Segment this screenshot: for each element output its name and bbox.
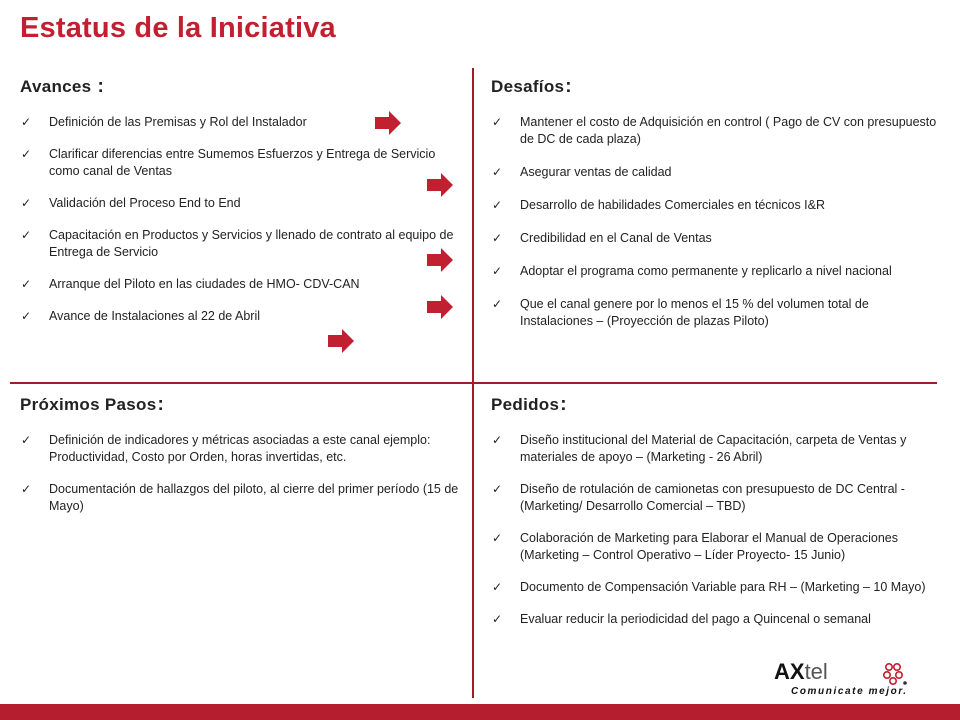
list-item: ✓ Evaluar reducir la periodicidad del pago a Quincenal o semanal xyxy=(492,612,871,626)
list-item: ✓ Definición de indicadores y métricas asociadas a este canal ejemplo: Productividad, Costo por Orden, horas invertidas, etc. xyxy=(21,433,431,464)
list-item: ✓ Asegurar ventas de calidad xyxy=(492,165,672,179)
horizontal-divider xyxy=(10,382,937,384)
desafios-heading: Desafíos: xyxy=(491,76,572,97)
checkmark-icon: ✓ xyxy=(492,531,503,545)
logo-symbol-icon xyxy=(881,662,907,686)
desafios-list xyxy=(491,114,937,330)
arrow-right-icon xyxy=(427,248,453,272)
checkmark-icon: ✓ xyxy=(492,297,503,311)
pedidos-section xyxy=(491,394,937,643)
checkmark-icon: ✓ xyxy=(21,147,32,161)
checkmark-icon: ✓ xyxy=(21,309,32,323)
checkmark-icon: ✓ xyxy=(492,612,503,626)
arrow-right-icon xyxy=(328,329,354,353)
checkmark-icon: ✓ xyxy=(492,580,503,594)
list-item: ✓ Desarrollo de habilidades Comerciales en técnicos I&R xyxy=(492,198,826,212)
checkmark-icon: ✓ xyxy=(492,433,503,447)
checkmark-icon: ✓ xyxy=(21,482,32,496)
checkmark-icon: ✓ xyxy=(492,165,503,179)
footer-bar xyxy=(0,704,960,720)
axtel-logo xyxy=(774,660,934,702)
checkmark-icon: ✓ xyxy=(492,264,503,278)
list-item: ✓ Documento de Compensación Variable para RH – (Marketing – 10 Mayo) xyxy=(492,580,926,594)
avances-heading: Avances : xyxy=(20,76,105,97)
checkmark-icon: ✓ xyxy=(21,277,32,291)
checkmark-icon: ✓ xyxy=(21,196,32,210)
list-item: ✓ Clarificar diferencias entre Sumemos Esfuerzos y Entrega de Servicio como canal de Ventas xyxy=(21,147,436,178)
list-item: ✓ Arranque del Piloto en las ciudades de HMO- CDV-CAN xyxy=(21,277,360,291)
list-item: ✓ Documentación de hallazgos del piloto, al cierre del primer período (15 de Mayo) xyxy=(21,482,459,513)
checkmark-icon: ✓ xyxy=(492,231,503,245)
avances-list xyxy=(20,114,460,325)
list-item: ✓ Diseño institucional del Material de Capacitación, carpeta de Ventas y materiales de apoyo – (Marketing - 26 Abril) xyxy=(492,433,907,464)
proximos-pasos-section xyxy=(20,394,460,530)
arrow-right-icon xyxy=(427,295,453,319)
list-item: ✓ Mantener el costo de Adquisición en control ( Pago de CV con presupuesto de DC de cada plaza) xyxy=(492,115,937,146)
list-item: ✓ Validación del Proceso End to End xyxy=(21,196,241,210)
list-item: ✓ Diseño de rotulación de camionetas con presupuesto de DC Central - (Marketing/ Desarrollo Comercial – TBD) xyxy=(492,482,905,513)
pedidos-list xyxy=(491,432,937,628)
list-item: ✓ Colaboración de Marketing para Elaborar el Manual de Operaciones (Marketing – Control Operativo – Líder Proyecto- 15 Junio) xyxy=(492,531,898,562)
list-item: ✓ Adoptar el programa como permanente y replicarlo a nivel nacional xyxy=(492,264,892,278)
desafios-section xyxy=(491,76,937,346)
checkmark-icon: ✓ xyxy=(492,198,503,212)
arrow-right-icon xyxy=(427,173,453,197)
list-item: ✓ Que el canal genere por lo menos el 15 % del volumen total de Instalaciones – (Proyección de plazas Piloto) xyxy=(492,297,869,328)
proximos-pasos-list xyxy=(20,432,460,515)
checkmark-icon: ✓ xyxy=(21,433,32,447)
list-item: ✓ Avance de Instalaciones al 22 de Abril xyxy=(21,309,261,323)
checkmark-icon: ✓ xyxy=(492,115,503,129)
list-item: ✓ Definición de las Premisas y Rol del Instalador xyxy=(21,115,307,129)
pedidos-heading: Pedidos: xyxy=(491,394,567,415)
checkmark-icon: ✓ xyxy=(21,228,32,242)
list-item: ✓ Credibilidad en el Canal de Ventas xyxy=(492,231,712,245)
page-title: Estatus de la Iniciativa xyxy=(20,12,336,44)
checkmark-icon: ✓ xyxy=(492,482,503,496)
logo-tagline: Comunicate mejor. xyxy=(791,686,908,697)
proximos-pasos-heading: Próximos Pasos: xyxy=(20,394,165,415)
arrow-right-icon xyxy=(375,111,401,135)
logo-wordmark: AXtel xyxy=(774,659,828,684)
list-item: ✓ Capacitación en Productos y Servicios y llenado de contrato al equipo de Entrega de Servicio xyxy=(21,228,454,259)
checkmark-icon: ✓ xyxy=(21,115,32,129)
